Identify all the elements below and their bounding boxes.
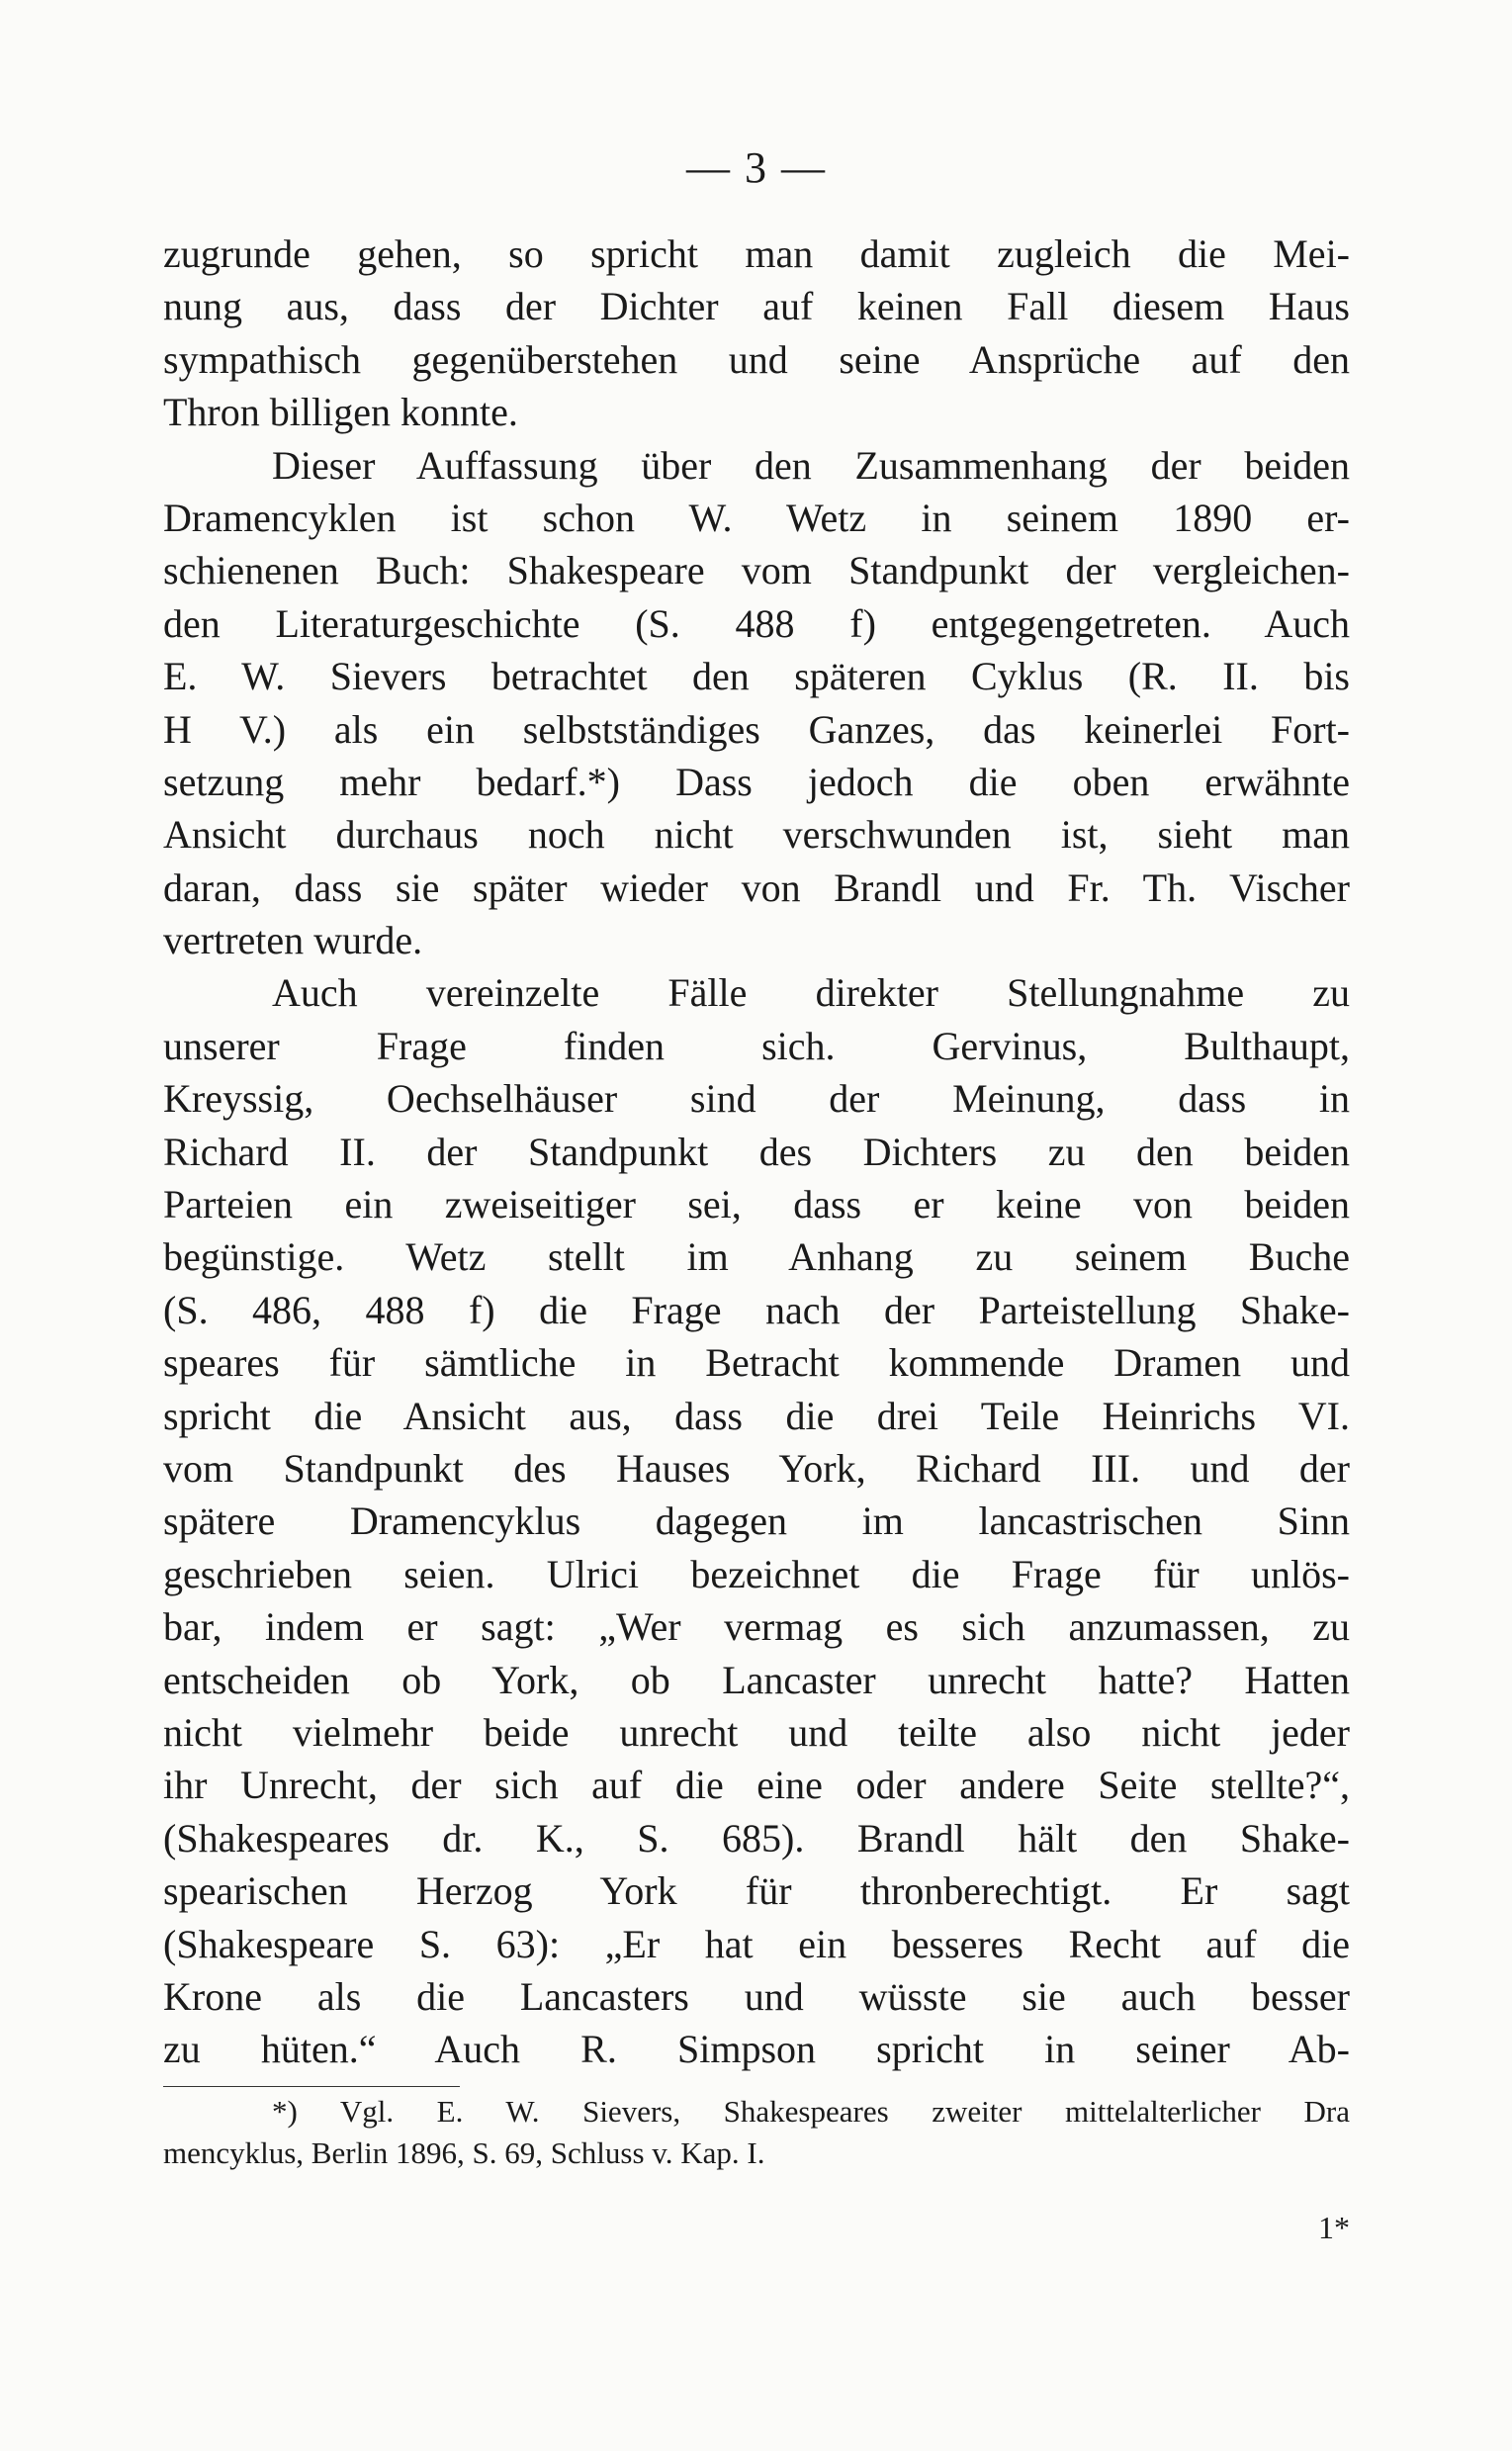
- text-line: Dramencyklen ist schon W. Wetz in seinem 1890 er-: [163, 495, 1350, 540]
- text-line: daran, dass sie später wieder von Brandl und Fr. Th. Vischer: [163, 864, 1350, 910]
- text-line: setzung mehr bedarf.*) Dass jedoch die oben erwähnte: [163, 759, 1350, 804]
- text-line: Auch vereinzelte Fälle direkter Stellungnahme zu: [272, 970, 1350, 1016]
- text-line: H V.) als ein selbstständiges Ganzes, das keinerlei Fort-: [163, 706, 1350, 752]
- text-line: Thron billigen konnte.: [163, 390, 518, 435]
- text-line: spearischen Herzog York für thronberechtigt. Er sagt: [163, 1868, 1350, 1914]
- page-number: — 3 —: [686, 143, 827, 192]
- text-line: entscheiden ob York, ob Lancaster unrecht hatte? Hatten: [163, 1657, 1350, 1702]
- text-line: Dieser Auffassung über den Zusammenhang der beiden: [272, 442, 1350, 488]
- text-line: sympathisch gegenüberstehen und seine Ansprüche auf den: [163, 336, 1350, 382]
- text-line: geschrieben seien. Ulrici bezeichnet die Frage für unlös-: [163, 1551, 1350, 1596]
- text-line: E. W. Sievers betrachtet den späteren Cyklus (R. II. bis: [163, 654, 1350, 699]
- footnote: [163, 2091, 1350, 2174]
- text-line: unserer Frage finden sich. Gervinus, Bulthaupt,: [163, 1023, 1350, 1068]
- text-line: Kreyssig, Oechselhäuser sind der Meinung, dass in: [163, 1076, 1350, 1122]
- text-line: nicht vielmehr beide unrecht und teilte also nicht jeder: [163, 1709, 1350, 1755]
- footnote-line: mencyklus, Berlin 1896, S. 69, Schluss v. Kap. I.: [163, 2134, 765, 2170]
- text-line: spricht die Ansicht aus, dass die drei Teile Heinrichs VI.: [163, 1393, 1350, 1438]
- body-text: [163, 227, 1350, 2076]
- text-line: (S. 486, 488 f) die Frage nach der Parteistellung Shake-: [163, 1287, 1350, 1332]
- text-line: nung aus, dass der Dichter auf keinen Fall diesem Haus: [163, 284, 1350, 329]
- text-line: bar, indem er sagt: „Wer vermag es sich anzumassen, zu: [163, 1604, 1350, 1650]
- text-line: den Literaturgeschichte (S. 488 f) entgegengetreten. Auch: [163, 600, 1350, 646]
- text-line: begünstige. Wetz stellt im Anhang zu seinem Buche: [163, 1234, 1350, 1280]
- text-line: spätere Dramencyklus dagegen im lancastrischen Sinn: [163, 1498, 1350, 1544]
- text-line: Ansicht durchaus noch nicht verschwunden ist, sieht man: [163, 812, 1350, 858]
- text-line: schienenen Buch: Shakespeare vom Standpunkt der vergleichen-: [163, 548, 1350, 593]
- text-line: (Shakespeare S. 63): „Er hat ein besseres Recht auf die: [163, 1921, 1350, 1966]
- document-page: [163, 138, 1350, 2245]
- text-line: ihr Unrecht, der sich auf die eine oder andere Seite stellte?“,: [163, 1763, 1350, 1808]
- text-line: vertreten wurde.: [163, 918, 423, 963]
- text-line: zugrunde gehen, so spricht man damit zugleich die Mei-: [163, 231, 1350, 276]
- text-line: speares für sämtliche in Betracht kommende Dramen und: [163, 1340, 1350, 1386]
- signature-area: [163, 2174, 1350, 2245]
- text-line: (Shakespeares dr. K., S. 685). Brandl hält den Shake-: [163, 1815, 1350, 1861]
- text-line: Parteien ein zweiseitiger sei, dass er keine von beiden: [163, 1182, 1350, 1227]
- text-line: zu hüten.“ Auch R. Simpson spricht in seiner Ab-: [163, 2027, 1350, 2072]
- text-line: Krone als die Lancasters und wüsste sie auch besser: [163, 1973, 1350, 2019]
- footnote-line: *) Vgl. E. W. Sievers, Shakespeares zweiter mittelalterlicher Dra: [272, 2093, 1350, 2129]
- text-line: vom Standpunkt des Hauses York, Richard III. und der: [163, 1445, 1350, 1491]
- text-line: Richard II. der Standpunkt des Dichters zu den beiden: [163, 1129, 1350, 1174]
- signature-mark: 1*: [1318, 2209, 1350, 2245]
- footnote-divider: [163, 2086, 460, 2087]
